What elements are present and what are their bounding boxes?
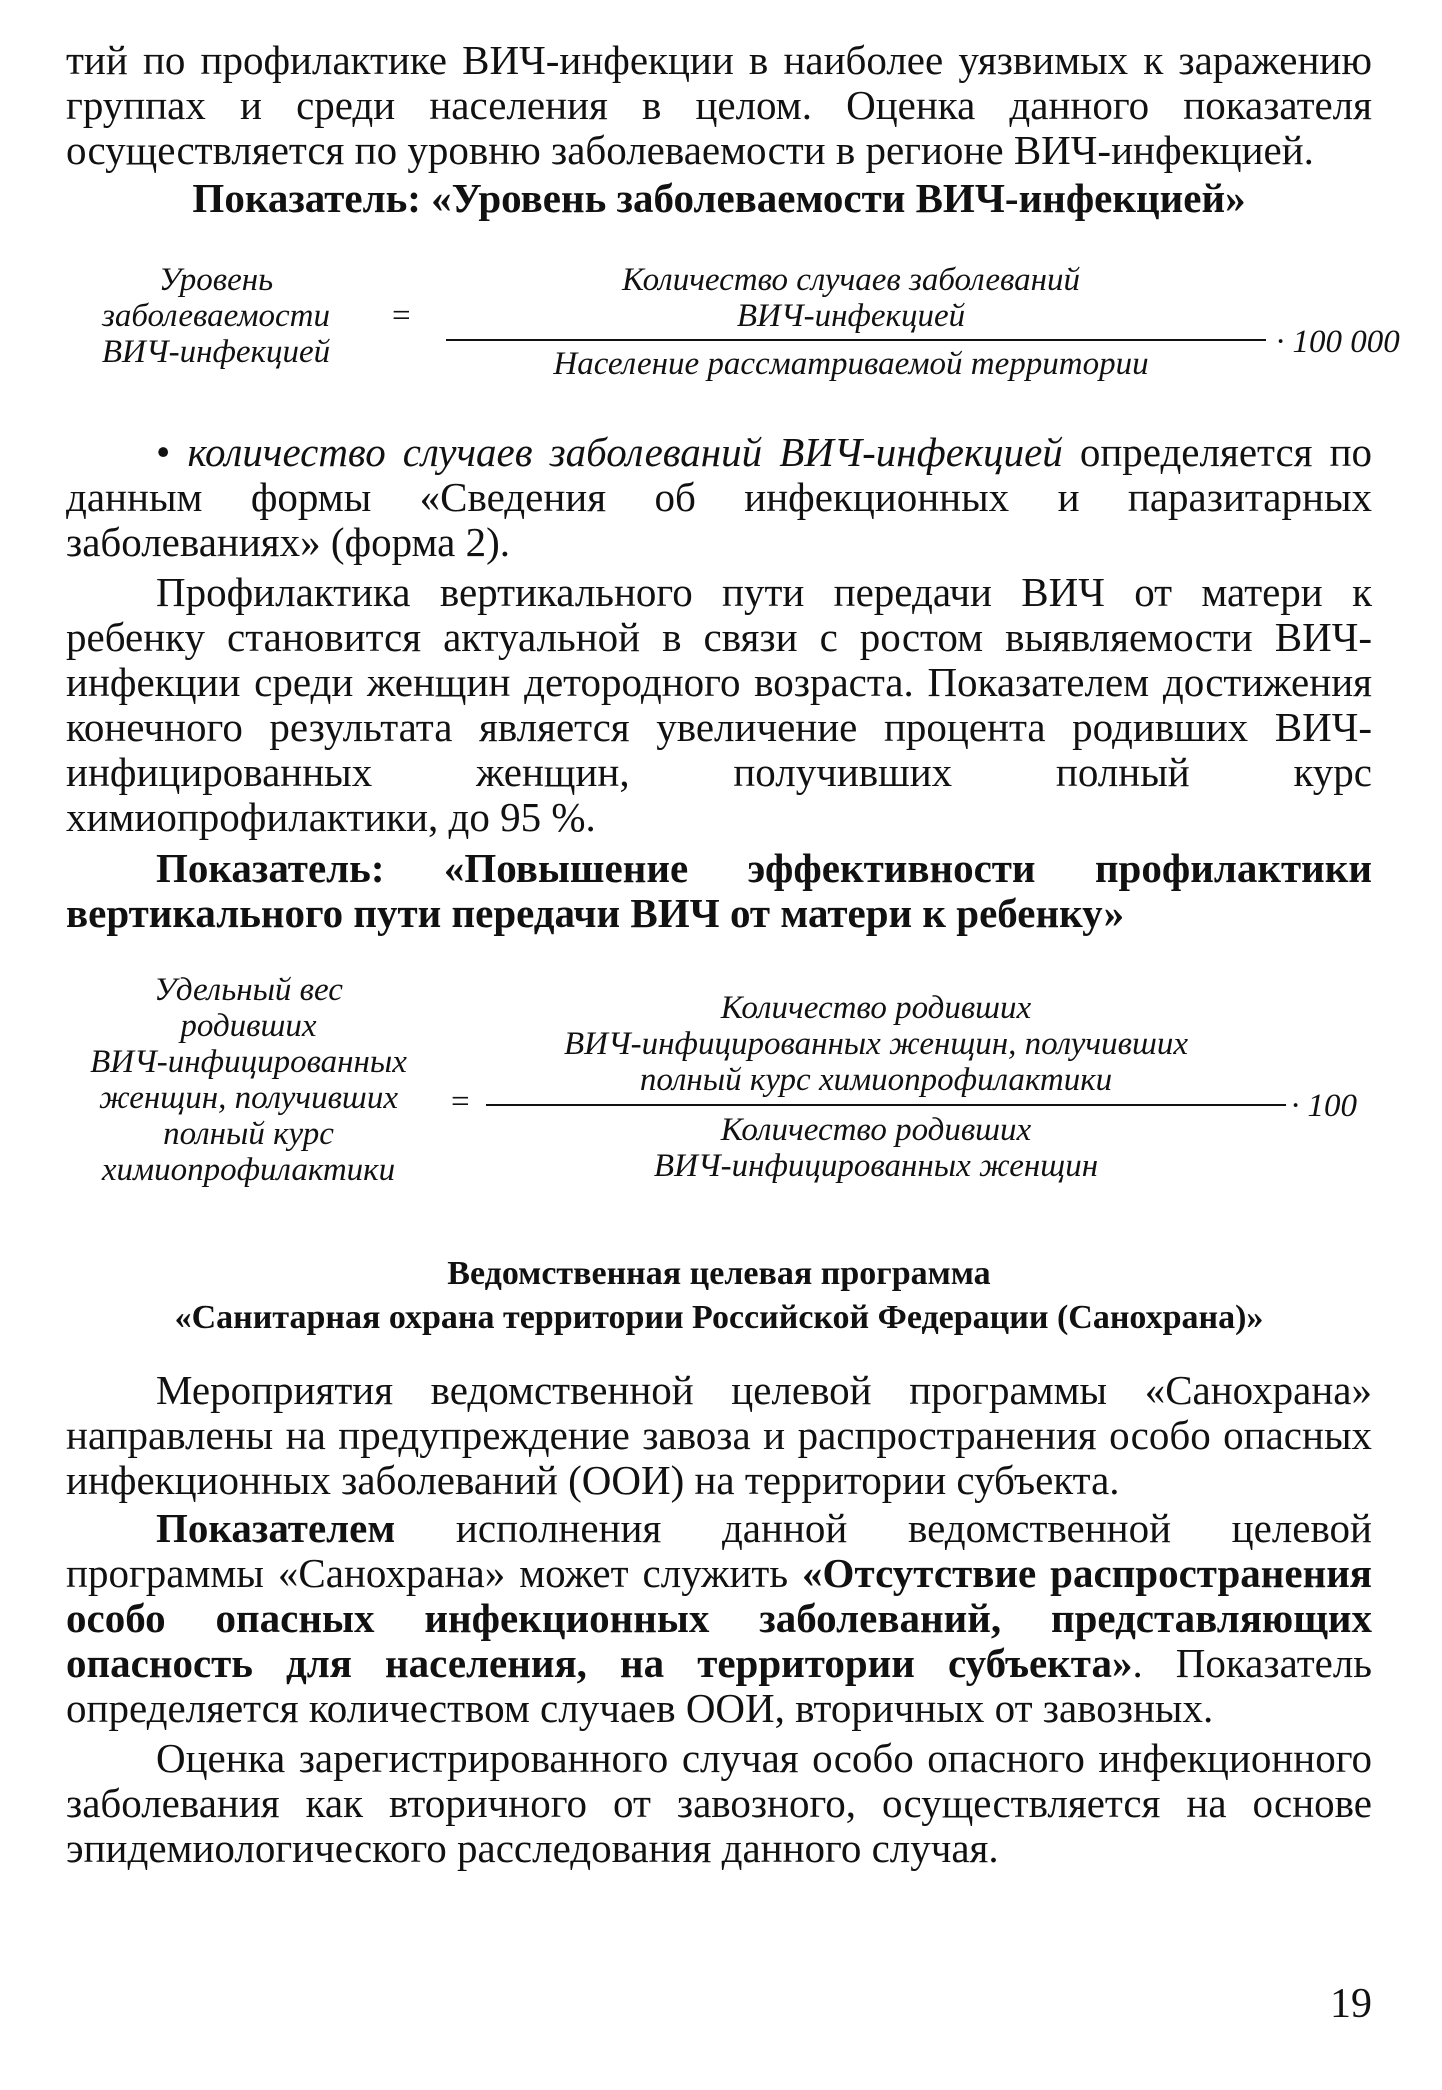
- numerator-line: полный курс химиопрофилактики: [639, 1062, 1113, 1098]
- paragraph-text: тий по профилактике ВИЧ-инфекции в наиболее уязвимых к заражению группах и среди населения в целом. Оценка данного показателя осуществляется по уровню заболеваемости в регионе ВИЧ-инфекцией.: [66, 37, 1372, 173]
- numerator-line: ВИЧ-инфекцией: [736, 298, 966, 334]
- formula-left-line: родивших: [180, 1008, 317, 1044]
- formula-left-side: [66, 972, 431, 1188]
- formula-left-line: Уровень: [158, 262, 274, 298]
- equals-sign: =: [392, 298, 411, 334]
- paragraph-vertical-transmission: [66, 570, 1372, 840]
- formula-left-line: Удельный вес: [154, 972, 343, 1008]
- bold-term: Показателем: [156, 1505, 396, 1551]
- bullet-marker: •: [156, 429, 171, 475]
- paragraph-indicator: [66, 1506, 1372, 1731]
- equals-sign: =: [451, 1084, 470, 1120]
- multiplier: · 100 000: [1276, 324, 1400, 360]
- formula-left-line: ВИЧ-инфицированных: [90, 1044, 407, 1080]
- numerator-line: Количество родивших: [720, 990, 1032, 1026]
- bullet-italic-term: количество случаев заболеваний ВИЧ-инфекцией: [187, 429, 1063, 475]
- section-title-line: Ведомственная целевая программа: [447, 1255, 991, 1292]
- page-number: 19: [1330, 1981, 1372, 2027]
- formula-denominator: Население рассматриваемой территории: [553, 346, 1149, 382]
- formula-prophylaxis-share: [66, 972, 1372, 1212]
- indicator-heading-1: [66, 176, 1372, 221]
- denominator-line: Количество родивших: [720, 1112, 1032, 1148]
- section-title: [66, 1252, 1372, 1340]
- paragraph-text: Мероприятия ведомственной целевой программы «Санохрана» направлены на предупреждение завоза и распространения особо опасных инфекционных заболеваний (ООИ) на территории субъекта.: [66, 1367, 1372, 1503]
- heading-text: Показатель: «Повышение эффективности профилактики вертикального пути передачи ВИЧ от матери к ребенку»: [66, 845, 1372, 936]
- formula-left-line: ВИЧ-инфекцией: [101, 334, 331, 370]
- bullet-rest: определяется по данным формы «Сведения об инфекционных и паразитарных заболеваниях» (форма 2).: [66, 429, 1373, 565]
- paragraph-text: [66, 1506, 1372, 1731]
- fraction-bar: [486, 1104, 1286, 1106]
- denominator-line: ВИЧ-инфицированных женщин: [653, 1148, 1099, 1184]
- formula-left-side: [66, 262, 366, 370]
- formula-numerator: [486, 990, 1266, 1098]
- fraction-bar: [446, 339, 1266, 341]
- formula-left-line: женщин, получивших: [99, 1080, 398, 1116]
- numerator-line: Количество случаев заболеваний: [621, 262, 1081, 298]
- indicator-heading-2: [66, 846, 1372, 936]
- bullet-paragraph: [66, 430, 1372, 565]
- paragraph-text: Профилактика вертикального пути передачи ВИЧ от матери к ребенку становится актуальной в связи с ростом выявляемости ВИЧ-инфекции среди женщин детородного возраста. Показателем достижения конечного результата является увеличение процента родивших ВИЧ-инфицированных женщин, получивших полный курс химиопрофилактики, до 95 %.: [66, 569, 1372, 840]
- paragraph-intro: [66, 38, 1372, 173]
- multiplier: · 100: [1291, 1088, 1357, 1124]
- heading-text: Показатель: «Уровень заболеваемости ВИЧ-инфекцией»: [192, 175, 1246, 221]
- plain-text: исполнения данной ведомственной целевой программы «Санохрана» может служить: [66, 1505, 1372, 1596]
- numerator-line: ВИЧ-инфицированных женщин, получивших: [563, 1026, 1189, 1062]
- bold-indicator-name: «Отсутствие распространения особо опасных инфекционных заболеваний, представляющих опасность для населения, на территории субъекта»: [66, 1550, 1372, 1686]
- paragraph-assessment: [66, 1736, 1372, 1871]
- formula-left-line: химиопрофилактики: [101, 1152, 396, 1188]
- formula-numerator: [436, 262, 1266, 334]
- section-title-line: «Санитарная охрана территории Российской Федерации (Санохрана)»: [174, 1299, 1264, 1336]
- formula-left-line: полный курс: [163, 1116, 334, 1152]
- bullet-text: [66, 430, 1372, 565]
- formula-hiv-incidence: [66, 262, 1400, 382]
- formula-left-line: заболеваемости: [101, 298, 331, 334]
- paragraph-sanokhrana: [66, 1368, 1372, 1503]
- plain-text: . Показатель определяется количеством случаев ООИ, вторичных от завозных.: [66, 1640, 1372, 1731]
- paragraph-text: Оценка зарегистрированного случая особо опасного инфекционного заболевания как вторичного от завозного, осуществляется на основе эпидемиологического расследования данного случая.: [66, 1735, 1372, 1871]
- formula-denominator: [486, 1112, 1266, 1184]
